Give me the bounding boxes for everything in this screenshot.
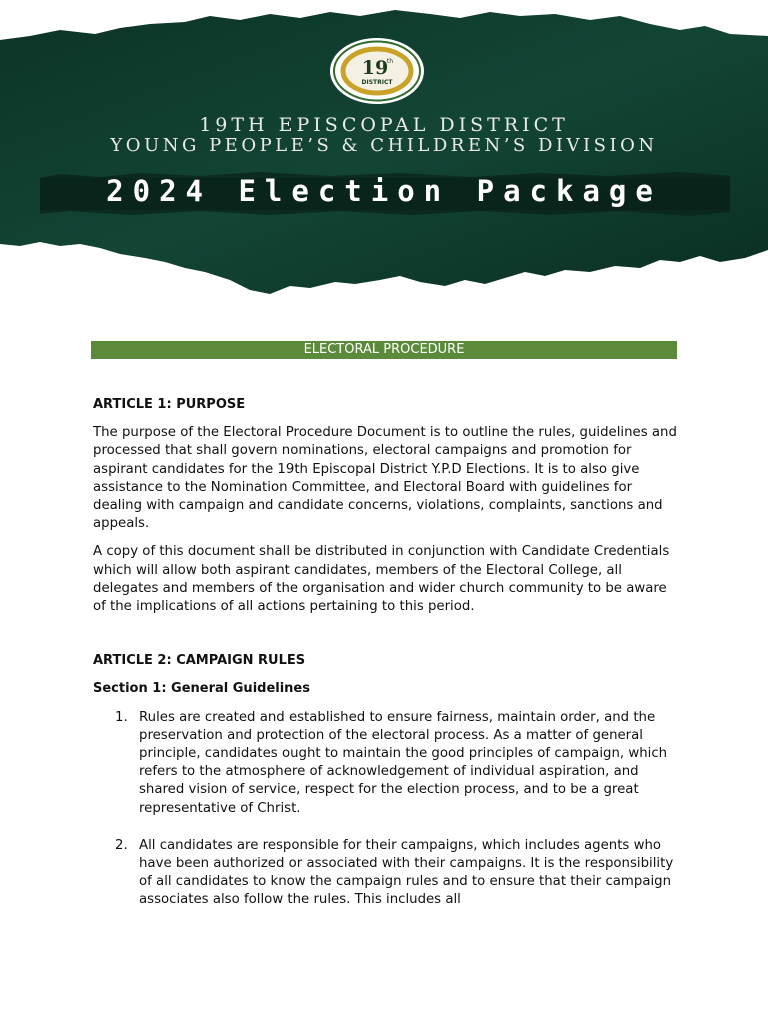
article-1-paragraph-1: The purpose of the Electoral Procedure Document is to outline the rules, guidelines and processed that shall govern nominations, electoral campaigns and promotion for aspirant candidates for the 19th Episcopal District Y.P.D Elections. It is to also give assistance to the Nomination Committee, and Electoral Board with guidelines for dealing with campaign and candidate concerns, violations, complaints, sanctions and appeals.: [93, 425, 677, 532]
svg-text:DISTRICT: DISTRICT: [361, 79, 393, 86]
division-name: YOUNG PEOPLE’S & CHILDREN’S DIVISION: [110, 135, 658, 156]
article-1-heading: ARTICLE 1: PURPOSE: [93, 397, 246, 412]
list-item: [93, 709, 681, 818]
section-title-bar: ELECTORAL PROCEDURE: [91, 341, 677, 359]
article-1-paragraph-2: A copy of this document shall be distributed in conjunction with Candidate Credentials which will allow both aspirant candidates, members of the Electoral College, all delegates and members of the organisation and wider church community to be aware of the implications of all actions pertaining to this period.: [93, 544, 670, 615]
district-name: 19TH EPISCOPAL DISTRICT: [199, 114, 569, 136]
list-item-text: All candidates are responsible for their campaigns, which includes agents who have been authorized or associated with their campaigns. It is the responsibility of all candidates to know the campaign rules and to ensure that their campaign associates also follow the rules. This includes all: [139, 837, 674, 908]
section-1-heading: Section 1: General Guidelines: [93, 681, 310, 697]
list-item: [93, 837, 681, 910]
district-seal-icon: [327, 36, 427, 106]
list-item-number: 2.: [115, 837, 128, 853]
article-2-heading: ARTICLE 2: CAMPAIGN RULES: [93, 653, 306, 669]
list-item-number: 1.: [115, 709, 128, 725]
svg-text:19: 19: [361, 57, 389, 79]
package-title: 2024 Election Package: [106, 174, 662, 208]
document-body: [93, 396, 681, 929]
list-item-text: Rules are created and established to ensure fairness, maintain order, and the preservation and protection of the electoral process. As a matter of general principle, candidates ought to maintain the good principles of campaign, which refers to the atmosphere of acknowledgement of individual aspiration, and shared vision of service, respect for the election process, and to be a great representative of Christ.: [139, 709, 668, 816]
svg-text:th: th: [386, 58, 394, 65]
district-logo: [327, 36, 427, 106]
guidelines-list: [93, 709, 681, 910]
